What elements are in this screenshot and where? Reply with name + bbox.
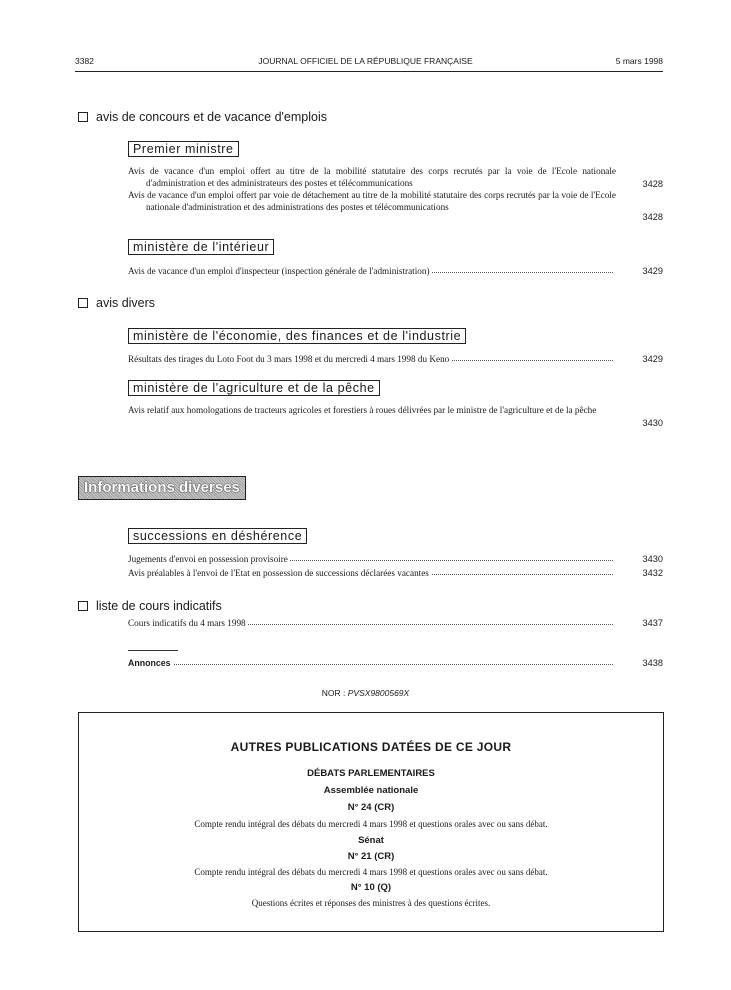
index-entry[interactable] [128,190,663,223]
entry-page: 3432 [642,568,663,578]
section-cours [78,599,222,613]
dot-leader [128,664,613,665]
entry-text: Avis de vacance d'un emploi d'inspecteur (inspection générale de l'administration) [128,266,430,276]
ministry-economie: ministère de l'économie, des finances et de l'industrie [128,328,466,344]
entry-text: Avis de vacance d'un emploi offert par voie de détachement au titre de la mobilité statutaire des corps recrutés par la voie de l'Ecole nationale d'administration et des administrations des postes et télécommunications [128,190,616,212]
ministry-agriculture: ministère de l'agriculture et de la pêche [128,380,380,396]
informations-diverses-banner: Informations diverses [78,476,246,500]
entry-text: Avis relatif aux homologations de tracteurs agricoles et forestiers à roues délivrées par le ministre de l'agriculture et de la pêche [128,405,597,415]
entry-page: 3430 [642,554,663,564]
index-entry[interactable] [128,352,663,364]
entry-page: 3428 [642,211,663,222]
journal-title: JOURNAL OFFICIEL DE LA RÉPUBLIQUE FRANÇAISE [258,56,473,66]
index-entry[interactable] [128,616,663,628]
index-entry[interactable] [128,566,663,578]
entry-page: 3430 [642,417,663,428]
index-entry[interactable] [128,264,663,276]
entry-text: Avis préalables à l'envoi de l'Etat en possession de successions déclarées vacantes [128,568,429,578]
entry-page: 3429 [642,354,663,364]
entry-page: 3428 [642,178,663,189]
section-divers [78,296,155,310]
nor-reference [0,688,731,698]
senat-description: Compte rendu intégral des débats du mercredi 4 mars 1998 et questions orales avec ou sans débat. [194,867,548,877]
assemblee-description: Compte rendu intégral des débats du mercredi 4 mars 1998 et questions orales avec ou sans débat. [194,819,548,829]
checkbox-icon [78,112,88,122]
checkbox-icon [78,298,88,308]
section-divers-label: avis divers [96,296,156,310]
index-entry-annonces[interactable] [128,656,663,668]
assemblee-heading: Assemblée nationale [323,785,419,796]
index-entry[interactable] [128,166,663,190]
senat-heading: Sénat [358,835,384,846]
entry-text: Avis de vacance d'un emploi offert au titre de la mobilité statutaire des corps recrutés par la voie de l'Ecole nationale d'administration et des administrateurs des postes et télécommunications [128,166,616,188]
publications-box [78,712,664,932]
entry-text: Jugements d'envoi en possession provisoire [128,554,288,564]
publications-subtitle: DÉBATS PARLEMENTAIRES [307,768,435,779]
questions-number: N° 10 (Q) [350,882,392,893]
checkbox-icon [78,601,88,611]
entry-text: Annonces [128,658,171,668]
nor-label: NOR : [321,688,346,698]
nor-code: PVSX9800569X [347,688,410,698]
page-number: 3382 [75,56,94,66]
issue-date: 5 mars 1998 [615,56,663,66]
section-cours-label: liste de cours indicatifs [96,599,222,613]
ministry-interieur: ministère de l'intérieur [128,239,274,255]
section-concours-label: avis de concours et de vacance d'emplois [96,110,327,124]
ministry-successions: successions en déshérence [128,528,307,544]
entry-page: 3437 [642,618,663,628]
entry-text: Cours indicatifs du 4 mars 1998 [128,618,246,628]
publications-title: AUTRES PUBLICATIONS DATÉES DE CE JOUR [230,740,512,754]
header-rule [75,71,663,72]
ministry-premier: Premier ministre [128,141,239,157]
entry-page: 3438 [642,658,663,668]
separator-rule [128,650,178,651]
section-concours [78,110,327,124]
entry-text: Résultats des tirages du Loto Foot du 3 mars 1998 et du mercredi 4 mars 1998 du Keno [128,354,450,364]
index-entry[interactable] [128,552,663,564]
assemblee-number: N° 24 (CR) [347,802,395,813]
entry-page: 3429 [642,266,663,276]
questions-description: Questions écrites et réponses des ministres à des questions écrites. [251,898,491,908]
index-entry[interactable] [128,405,663,429]
senat-number: N° 21 (CR) [347,851,395,862]
